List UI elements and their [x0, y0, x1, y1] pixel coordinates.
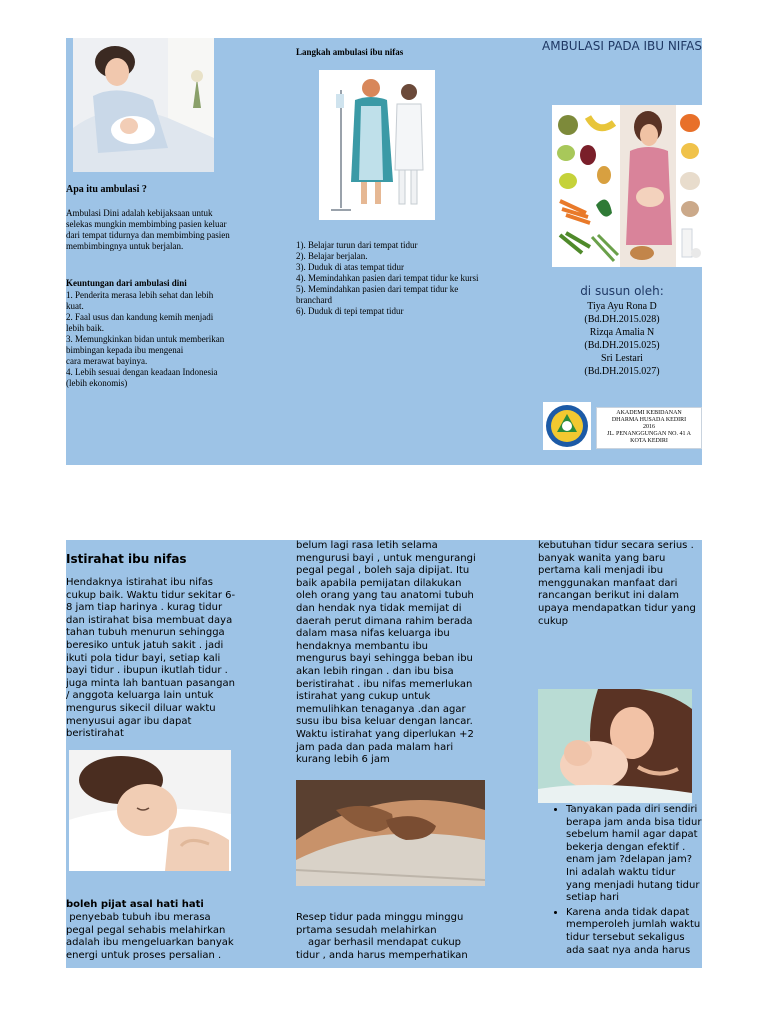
step-item: 2). Belajar berjalan. [296, 251, 368, 261]
rest-heading: Istirahat ibu nifas [66, 552, 187, 566]
step-item: 1). Belajar turun dari tempat tidur [296, 240, 418, 250]
author-line: (Bd.DH.2015.025) [584, 340, 660, 351]
massage-intro: penyebab tubuh ibu merasa pegal pegal sehabis melahirkan adalah ibu mengeluarkan banyak energi untuk proses persalian . [66, 912, 237, 961]
mother-baby-illustration [538, 689, 692, 803]
ambulation-illustration [319, 70, 435, 220]
benefit-item: 3. Memungkinkan bidan untuk memberikan bimbingan kepada ibu mengenai [66, 334, 225, 355]
benefits-heading: Keuntungan dari ambulasi dini [66, 278, 187, 288]
sleep-recipe-line1: Resep tidur pada minggu minggu prtama sesudah melahirkan [296, 912, 464, 936]
step-item: 5). Memindahkan pasien dari tempat tidur ke branchard [296, 284, 459, 305]
sleep-tips-intro: kebutuhan tidur secara serius . banyak wanita yang baru pertama kali menjadi ibu menggunakan manfaat dari rancangan berikut ini dalam upaya mendapatkan tidur yang cukup [538, 540, 696, 627]
photo-belly-massage [296, 780, 485, 886]
institution-line: DHARMA HUSADA KEDIRI [611, 417, 687, 423]
column-massage [295, 540, 480, 968]
brochure-inside [66, 540, 702, 968]
author-line: (Bd.DH.2015.027) [584, 366, 660, 377]
institution-line: JL. PENANGGUNGAN NO. 41 A [607, 431, 691, 437]
authors-list [542, 300, 702, 378]
sleep-tip-item: • Tanyakan pada diri sendiri berapa jam anda bisa tidur sebelum hamil agar dapat bekerja dengan efektif . enam jam ?delapan jam? Ini adalah waktu tidur yang menjadi hutang tidur setiap hari [566, 804, 702, 905]
author-line: (Bd.DH.2015.028) [584, 314, 660, 325]
author-line: Sri Lestari [601, 353, 643, 364]
sleep-recipe-line2: agar berhasil mendapat cukup tidur , anda harus memperhatikan [296, 937, 468, 961]
column-rest [66, 540, 280, 968]
sleep-tips-list [538, 804, 702, 959]
benefit-item: cara merawat bayinya. [66, 356, 148, 366]
photo-sleeping-woman [69, 750, 231, 871]
sleep-tip-item: • Karena anda tidak dapat memperoleh jumlah waktu tidur tersebut sekaligus ada saat nya anda harus [566, 907, 702, 957]
brochure-front [66, 38, 702, 465]
institution-line: AKADEMI KEBIDANAN [616, 410, 682, 416]
benefit-item: 2. Faal usus dan kandung kemih menjadi lebih baik. [66, 312, 214, 333]
author-line: Rizqa Amalia N [589, 327, 655, 338]
belly-massage-illustration [296, 780, 485, 886]
photo-mother-kissing-baby [538, 689, 692, 803]
photo-mother-with-newborn [73, 38, 214, 172]
cover-title: AMBULASI PADA IBU NIFAS [542, 39, 702, 53]
benefit-item: 4. Lebih sesuai dengan keadaan Indonesia (lebih ekonomis) [66, 367, 218, 388]
column-intro [66, 38, 280, 465]
benefits-list [66, 290, 232, 389]
food-and-mother-illustration [552, 105, 702, 267]
author-line: Tiya Ayu Rona D [587, 301, 657, 312]
step-item: 4). Memindahkan pasien dari tempat tidur ke kursi [296, 273, 479, 283]
institution-box [596, 407, 702, 449]
step-item: 3). Duduk di atas tempat tidur [296, 262, 404, 272]
intro-body: Ambulasi Dini adalah kebijaksaan untuk selekas mungkin membimbing pasien keluar dari tempat tidurnya dan membimbing pasien membimbingnya untuk berjalan. [66, 208, 230, 251]
column-steps [295, 38, 480, 465]
rest-body: Hendaknya istirahat ibu nifas cukup baik. Waktu tidur sekitar 6-8 jam tiap harinya . kurag tidur dan istirahat bisa membuat daya tahan tubuh menurun sehingga beresiko untuk jatuh sakit . jadi ikuti pola tidur bayi, setiap kali bayi tidur . ibupun ikutlah tidur . juga minta lah bantuan pasangan / anggota keluarga lain untuk mengurus sikecil diluar waktu menyusui agar ibu dapat beristirahat [66, 577, 236, 740]
institution-line: 2016 [643, 424, 655, 430]
mother-newborn-illustration [73, 38, 214, 172]
column-sleep-tips [538, 540, 702, 968]
step-item: 6). Duduk di tepi tempat tidur [296, 306, 404, 316]
intro-heading: Apa itu ambulasi ? [66, 184, 147, 195]
steps-list [296, 240, 480, 317]
massage-body: belum lagi rasa letih selama mengurusi bayi , untuk mengurangi pegal pegal , boleh saja dipijat. Itu baik apabila pemijatan dilakukan oleh orang yang tau anatomi tubuh dan hendak nya tidak memijat di daerah perut dimana rahim berada dalam masa nifas keluarga ibu hendaknya membantu ibu mengurus bayi sehingga beban ibu akan lebih ringan . dan ibu bisa beristirahat . ibu nifas memerlukan istirahat yang cukup untuk memulihkan tenaganya .dan agar susu ibu bisa keluar dengan lancar. Waktu istirahat yang diperlukan +2 jam pada dan pada malam hari kurang lebih 6 jam [296, 540, 476, 766]
benefit-item: 1. Penderita merasa lebih sehat dan lebih kuat. [66, 290, 214, 311]
massage-heading: boleh pijat asal hati hati [66, 899, 204, 910]
institution-line: KOTA KEDIRI [630, 438, 668, 444]
sleeping-woman-illustration [69, 750, 231, 871]
authors-label: di susun oleh: [580, 284, 664, 298]
steps-heading: Langkah ambulasi ibu nifas [296, 47, 404, 57]
photo-nurse-walking-patient [319, 70, 435, 220]
seal-logo-icon [543, 402, 591, 450]
institution-text [597, 408, 701, 445]
institution-logo [543, 402, 591, 450]
column-cover [538, 38, 702, 465]
photo-nutrition-collage [552, 105, 702, 267]
